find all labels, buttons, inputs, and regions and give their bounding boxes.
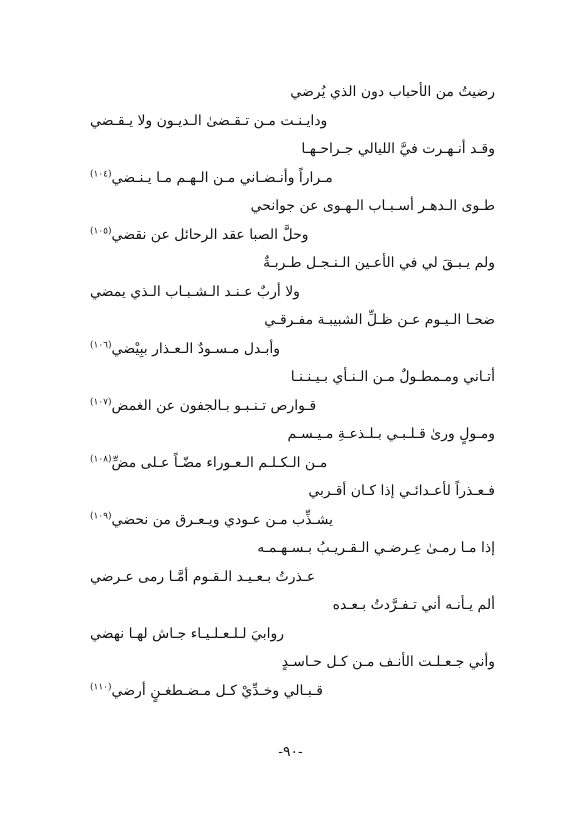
verse-text: ولا أربٌ عـنـد الـشـبـاب الـذي يمضي (90, 283, 300, 300)
footnote-marker: (١٠٨) (90, 453, 112, 464)
couplet (90, 420, 495, 477)
verse-second-hemistich (90, 164, 495, 193)
footnote-marker: (١٠٤) (90, 168, 112, 179)
verse-text: روابيَ لـلـعـلـيـاء جـاش لهـا نهضي (90, 625, 285, 642)
footnote-marker: (١٠٧) (90, 396, 112, 407)
verse-second-hemistich (90, 221, 495, 250)
verse-second-hemistich (90, 449, 495, 478)
couplet (90, 534, 495, 591)
couplet (90, 192, 495, 249)
page-number: -٩٠- (278, 744, 303, 760)
couplet (90, 477, 495, 534)
verse-text: وحلَّ الصبا عقد الرحائل عن نقضي (111, 226, 309, 243)
verse-text: يشـذِّب مـن عـودي ويـعـرق من نحضي (111, 511, 334, 528)
verse-second-hemistich (90, 107, 495, 136)
verse-second-hemistich (90, 278, 495, 307)
verse-first-hemistich: ولم يـبـقَ لي في الأعـين الـنـجـل طـربـةٌ (263, 255, 495, 271)
footnote-marker: (١١٠) (90, 681, 112, 692)
verse-first-hemistich: فـعـذراً لأعـدائـي إذا كـان أقـربي (308, 483, 495, 499)
couplet (90, 363, 495, 420)
verse-second-hemistich (90, 620, 495, 649)
footnote-marker: (١٠٩) (90, 510, 112, 521)
couplet (90, 78, 495, 135)
couplet (90, 249, 495, 306)
verse-second-hemistich (90, 506, 495, 535)
verse-text: وأبـدل مـسـودٌ الـعـذار ببِيْضي (111, 340, 280, 357)
couplet (90, 306, 495, 363)
footnote-marker: (١٠٥) (90, 225, 112, 236)
verse-text: مـراراً وأنـضـاني مـن الـهـم مـا يـنـضي (111, 169, 333, 186)
verse-first-hemistich: رضيتُ من الأحباب دون الذي يُرضي (290, 84, 495, 100)
verse-first-hemistich: ضحـا الـيـوم عـن ظـلِّ الشبيبـة مفـرقـي (264, 312, 495, 328)
verse-first-hemistich: أتـاني ومـمطـولٌ مـن الـنـأي بـيـنـنـا (290, 369, 495, 385)
verse-text: ودايـنـت مـن تـقـضىٰ الـديـون ولا يـقـضي (90, 112, 328, 129)
verse-text: قـبـالي وخـدِّيْ كـل مـضـطغـنٍ أرضي (111, 682, 323, 699)
verse-second-hemistich (90, 677, 495, 706)
footnote-marker: (١٠٦) (90, 339, 112, 350)
verse-first-hemistich: ومـولٍ ورىٰ قـلـبـي بـلـذعـةِ مـيـسـم (287, 426, 495, 442)
verse-second-hemistich (90, 563, 495, 592)
verse-second-hemistich (90, 392, 495, 421)
verse-text: مـن الـكـلـم الـعـوراء مضّـاً عـلى مضِّ (111, 454, 328, 471)
verse-first-hemistich: وقـد أنـهـرت فيَّ الليالي جـراحـهـا (301, 141, 495, 157)
verse-first-hemistich: ألم يـأنـه أني تـفـرَّدتُ بـعـده (332, 597, 495, 613)
verse-first-hemistich: طـوى الـدهـر أسـبـاب الـهـوى عن جوانحي (250, 198, 495, 214)
verse-first-hemistich: إذا مـا رمـىٰ عِـرضـي الـقـريـبُ بـسـهـمـه (257, 540, 495, 556)
couplet (90, 135, 495, 192)
verse-first-hemistich: وأني جـعـلـت الأنـف مـن كـل حـاسـدٍ (281, 654, 495, 670)
verse-text: قـوارص تـنـبـو بـالجفون عن الغمض (111, 397, 317, 414)
poem-body (90, 78, 495, 705)
verse-second-hemistich (90, 335, 495, 364)
couplet (90, 591, 495, 648)
verse-text: عـذرتُ بـعـيـد الـقـوم أمَّـا رمى عـرضي (90, 568, 316, 585)
couplet (90, 648, 495, 705)
